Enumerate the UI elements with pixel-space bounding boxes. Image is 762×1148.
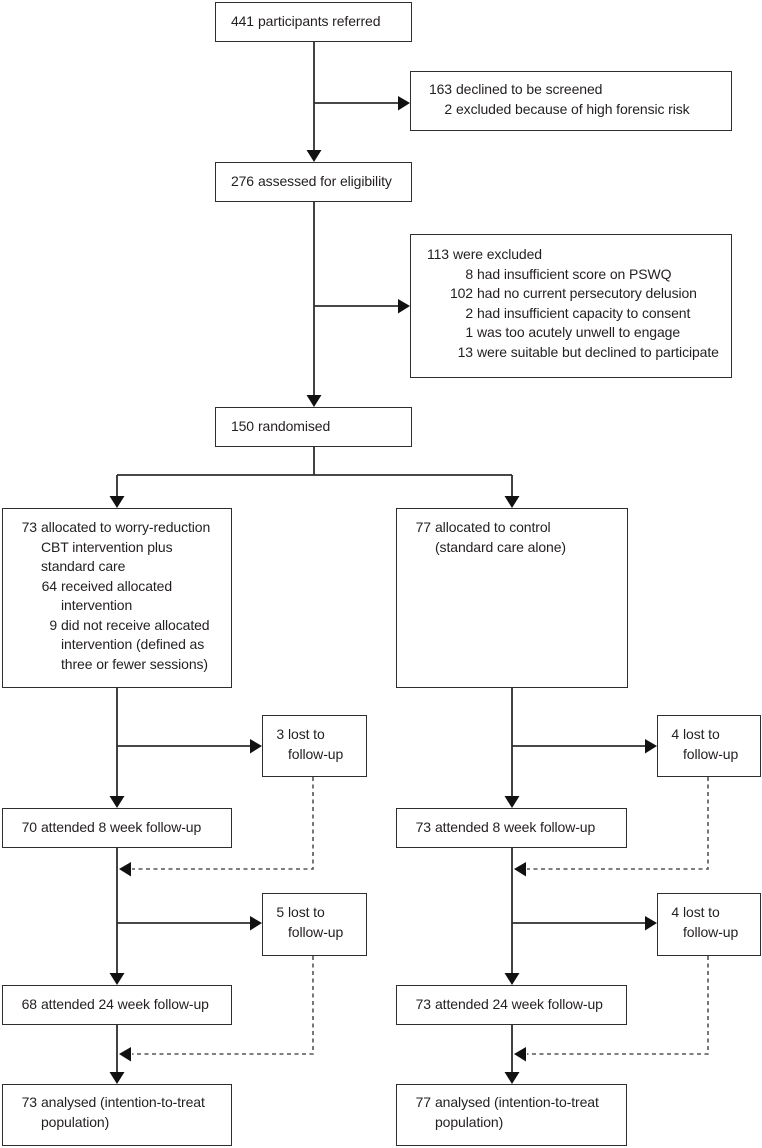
box-analysed-control (396, 1084, 627, 1146)
count (275, 923, 284, 943)
box-line (15, 538, 227, 558)
label: assessed for eligibility (258, 173, 392, 190)
label: lost to (683, 904, 720, 920)
label: follow-up (288, 745, 344, 762)
count: 73 (415, 819, 431, 836)
count (275, 745, 284, 765)
count: 13 (457, 343, 473, 360)
box-line (409, 995, 603, 1015)
box-line (409, 538, 623, 558)
box-line (275, 903, 362, 923)
box-line (15, 1113, 227, 1133)
box-line (670, 725, 756, 745)
count: 163 (428, 81, 452, 97)
box-line (423, 343, 727, 363)
count: 73 (21, 519, 37, 535)
label: attended 24 week follow-up (435, 996, 603, 1013)
count: 441 (230, 13, 254, 30)
label: was too acutely unwell to engage (477, 324, 681, 340)
box-line (275, 725, 362, 745)
label: received allocated (61, 577, 173, 594)
label: intervention (61, 597, 133, 613)
label: intervention (defined as (61, 636, 205, 652)
label: analysed (intention-to-treat (435, 1094, 599, 1110)
label: randomised (258, 418, 331, 435)
box-line (423, 323, 727, 343)
box-line (423, 304, 727, 324)
label: follow-up (683, 923, 739, 940)
box-line (670, 923, 756, 943)
label: did not receive allocated (61, 616, 210, 633)
box-line (228, 172, 392, 192)
box-analysed-cbt (2, 1084, 232, 1146)
box-attended-8wk-control (396, 808, 627, 848)
box-line (423, 265, 727, 285)
box-line (409, 818, 595, 838)
box-lost-8wk-cbt (262, 715, 367, 777)
box-allocated-cbt (2, 508, 232, 688)
label: CBT intervention plus (41, 538, 173, 555)
count: 102 (449, 285, 473, 301)
label: had no current persecutory delusion (477, 285, 697, 301)
count: 5 (276, 904, 284, 920)
label: attended 8 week follow-up (41, 819, 202, 836)
label: analysed (intention-to-treat (41, 1094, 205, 1110)
count (670, 923, 679, 943)
box-line (409, 1093, 622, 1113)
box-line (15, 557, 227, 577)
label: declined to be screened (456, 81, 603, 97)
box-lost-8wk-control (657, 715, 761, 777)
count: 2 (444, 100, 452, 117)
count: 77 (415, 1094, 431, 1110)
box-line (426, 80, 727, 100)
label: had insufficient capacity to consent (477, 304, 691, 321)
box-line (275, 923, 362, 943)
count: 2 (465, 304, 473, 321)
label: were suitable but declined to participate (477, 343, 719, 360)
count: 73 (21, 1094, 37, 1110)
count (409, 1113, 431, 1133)
count: 1 (465, 324, 473, 340)
box-lost-24wk-cbt (262, 893, 367, 956)
label: follow-up (288, 923, 344, 940)
box-line (15, 1093, 227, 1113)
box-line (423, 284, 727, 304)
box-line (228, 12, 380, 32)
box-line (670, 903, 756, 923)
label: (standard care alone) (435, 538, 566, 555)
box-attended-24wk-control (396, 985, 627, 1025)
box-line (15, 995, 209, 1015)
count (409, 538, 431, 558)
box-line (409, 1113, 622, 1133)
box-line (15, 655, 227, 675)
box-excluded-reasons (410, 234, 732, 378)
count: 276 (230, 173, 254, 190)
box-line (423, 245, 727, 265)
box-declined-screening (410, 71, 732, 131)
label: allocated to worry-reduction (41, 519, 211, 535)
box-line (228, 417, 330, 437)
count: 8 (465, 265, 473, 282)
count (15, 1113, 37, 1133)
count (15, 596, 57, 616)
count (670, 745, 679, 765)
label: three or fewer sessions) (61, 655, 208, 672)
box-assessed-eligibility (215, 162, 412, 202)
box-line (409, 518, 623, 538)
box-line (670, 745, 756, 765)
label: excluded because of high forensic risk (456, 100, 690, 117)
count: 113 (426, 246, 449, 262)
count: 4 (671, 904, 679, 920)
count: 4 (671, 726, 679, 742)
label: lost to (288, 726, 325, 742)
label: allocated to control (435, 519, 551, 535)
count: 9 (49, 616, 57, 633)
box-line (15, 818, 201, 838)
box-randomised (215, 407, 412, 447)
label: lost to (683, 726, 720, 742)
count: 68 (21, 996, 37, 1013)
count: 73 (415, 996, 431, 1013)
label: standard care (41, 558, 126, 574)
box-line (15, 518, 227, 538)
count (15, 538, 37, 558)
label: had insufficient score on PSWQ (477, 265, 672, 282)
label: participants referred (258, 13, 381, 30)
label: attended 8 week follow-up (435, 819, 596, 836)
box-line (15, 577, 227, 597)
box-line (15, 616, 227, 636)
count: 64 (41, 577, 57, 594)
box-line (426, 100, 727, 120)
box-line (15, 596, 227, 616)
label: population) (435, 1113, 504, 1130)
box-participants-referred (215, 2, 412, 42)
box-attended-24wk-cbt (2, 985, 232, 1025)
count (15, 635, 57, 655)
count: 150 (230, 418, 254, 435)
label: population) (41, 1113, 110, 1130)
label: follow-up (683, 745, 739, 762)
label: were excluded (453, 246, 542, 262)
box-attended-8wk-cbt (2, 808, 232, 848)
box-lost-24wk-control (657, 893, 761, 956)
count: 77 (415, 519, 431, 535)
box-line (275, 745, 362, 765)
count (15, 655, 57, 675)
box-line (15, 635, 227, 655)
count (15, 557, 37, 577)
count: 3 (276, 726, 284, 742)
label: lost to (288, 904, 325, 920)
label: attended 24 week follow-up (41, 996, 209, 1013)
box-allocated-control (396, 508, 628, 688)
count: 70 (21, 819, 37, 836)
